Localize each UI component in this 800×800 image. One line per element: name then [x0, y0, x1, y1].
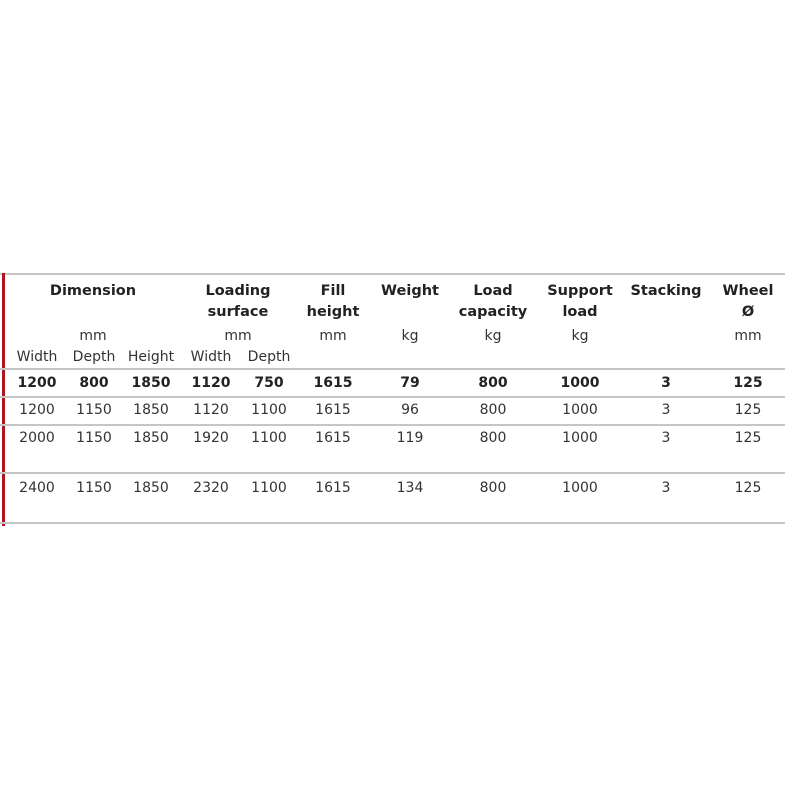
table-cell: 1200 [17, 375, 57, 391]
table-cell: 134 [396, 480, 424, 496]
table-cell: 79 [400, 375, 420, 391]
table-cell: 1615 [315, 480, 351, 496]
table-cell: 800 [479, 430, 507, 446]
unit-loading: mm [224, 328, 252, 344]
unit-weight: kg [401, 328, 419, 344]
header-support-line2: load [562, 304, 598, 320]
subheader-width: Width [16, 349, 58, 365]
header-fill-line1: Fill [320, 283, 346, 299]
header-support-line1: Support [547, 283, 613, 299]
table-cell: 1850 [131, 375, 171, 391]
table-cell: 1000 [562, 402, 598, 418]
table-top-rule [0, 273, 785, 275]
row-divider [0, 424, 785, 426]
table-bottom-rule [0, 522, 785, 524]
table-cell: 800 [479, 480, 507, 496]
unit-support: kg [571, 328, 589, 344]
table-cell: 1100 [251, 480, 287, 496]
header-loading-line1: Loading [205, 283, 271, 299]
unit-dimension: mm [79, 328, 107, 344]
table-cell: 119 [396, 430, 424, 446]
table-cell: 2400 [19, 480, 55, 496]
table-cell: 1150 [76, 430, 112, 446]
table-cell: 3 [661, 402, 671, 418]
table-cell: 1615 [315, 430, 351, 446]
table-cell: 3 [661, 430, 671, 446]
table-cell: 1120 [191, 375, 231, 391]
subheader-depth: Depth [72, 349, 116, 365]
unit-fill: mm [319, 328, 347, 344]
subheader-loading-width: Width [190, 349, 232, 365]
unit-wheel: mm [734, 328, 762, 344]
row-divider [0, 472, 785, 474]
table-cell: 1000 [562, 430, 598, 446]
table-cell: 2000 [19, 430, 55, 446]
table-cell: 1100 [251, 430, 287, 446]
table-cell: 1615 [315, 402, 351, 418]
table-cell: 2320 [193, 480, 229, 496]
header-load-line2: capacity [458, 304, 528, 320]
table-cell: 1850 [133, 430, 169, 446]
header-loading-line2: surface [207, 304, 269, 320]
table-cell: 800 [79, 375, 109, 391]
table-cell: 1150 [76, 402, 112, 418]
table-cell: 1150 [76, 480, 112, 496]
row-divider [0, 396, 785, 398]
table-cell: 1920 [193, 430, 229, 446]
header-fill-line2: height [306, 304, 360, 320]
table-cell: 1850 [133, 480, 169, 496]
table-cell: 96 [401, 402, 419, 418]
table-cell: 3 [661, 480, 671, 496]
table-cell: 125 [734, 430, 762, 446]
table-cell: 125 [734, 402, 762, 418]
table-cell: 125 [733, 375, 763, 391]
header-load-line1: Load [473, 283, 513, 299]
header-bottom-rule [0, 368, 785, 370]
header-stacking: Stacking [630, 283, 702, 299]
header-wheel-line2: Ø [741, 304, 755, 320]
table-cell: 1615 [313, 375, 353, 391]
unit-load: kg [484, 328, 502, 344]
table-cell: 750 [254, 375, 284, 391]
table-cell: 3 [661, 375, 671, 391]
header-wheel-line1: Wheel [722, 283, 774, 299]
table-cell: 1850 [133, 402, 169, 418]
subheader-height: Height [127, 349, 175, 365]
table-cell: 1000 [560, 375, 600, 391]
table-cell: 800 [479, 402, 507, 418]
table-cell: 1000 [562, 480, 598, 496]
header-dimension: Dimension [49, 283, 137, 299]
left-accent-bar [2, 273, 5, 526]
table-cell: 1120 [193, 402, 229, 418]
table-cell: 800 [478, 375, 508, 391]
table-cell: 1100 [251, 402, 287, 418]
subheader-loading-depth: Depth [247, 349, 291, 365]
table-cell: 125 [734, 480, 762, 496]
header-weight: Weight [381, 283, 439, 299]
table-cell: 1200 [19, 402, 55, 418]
